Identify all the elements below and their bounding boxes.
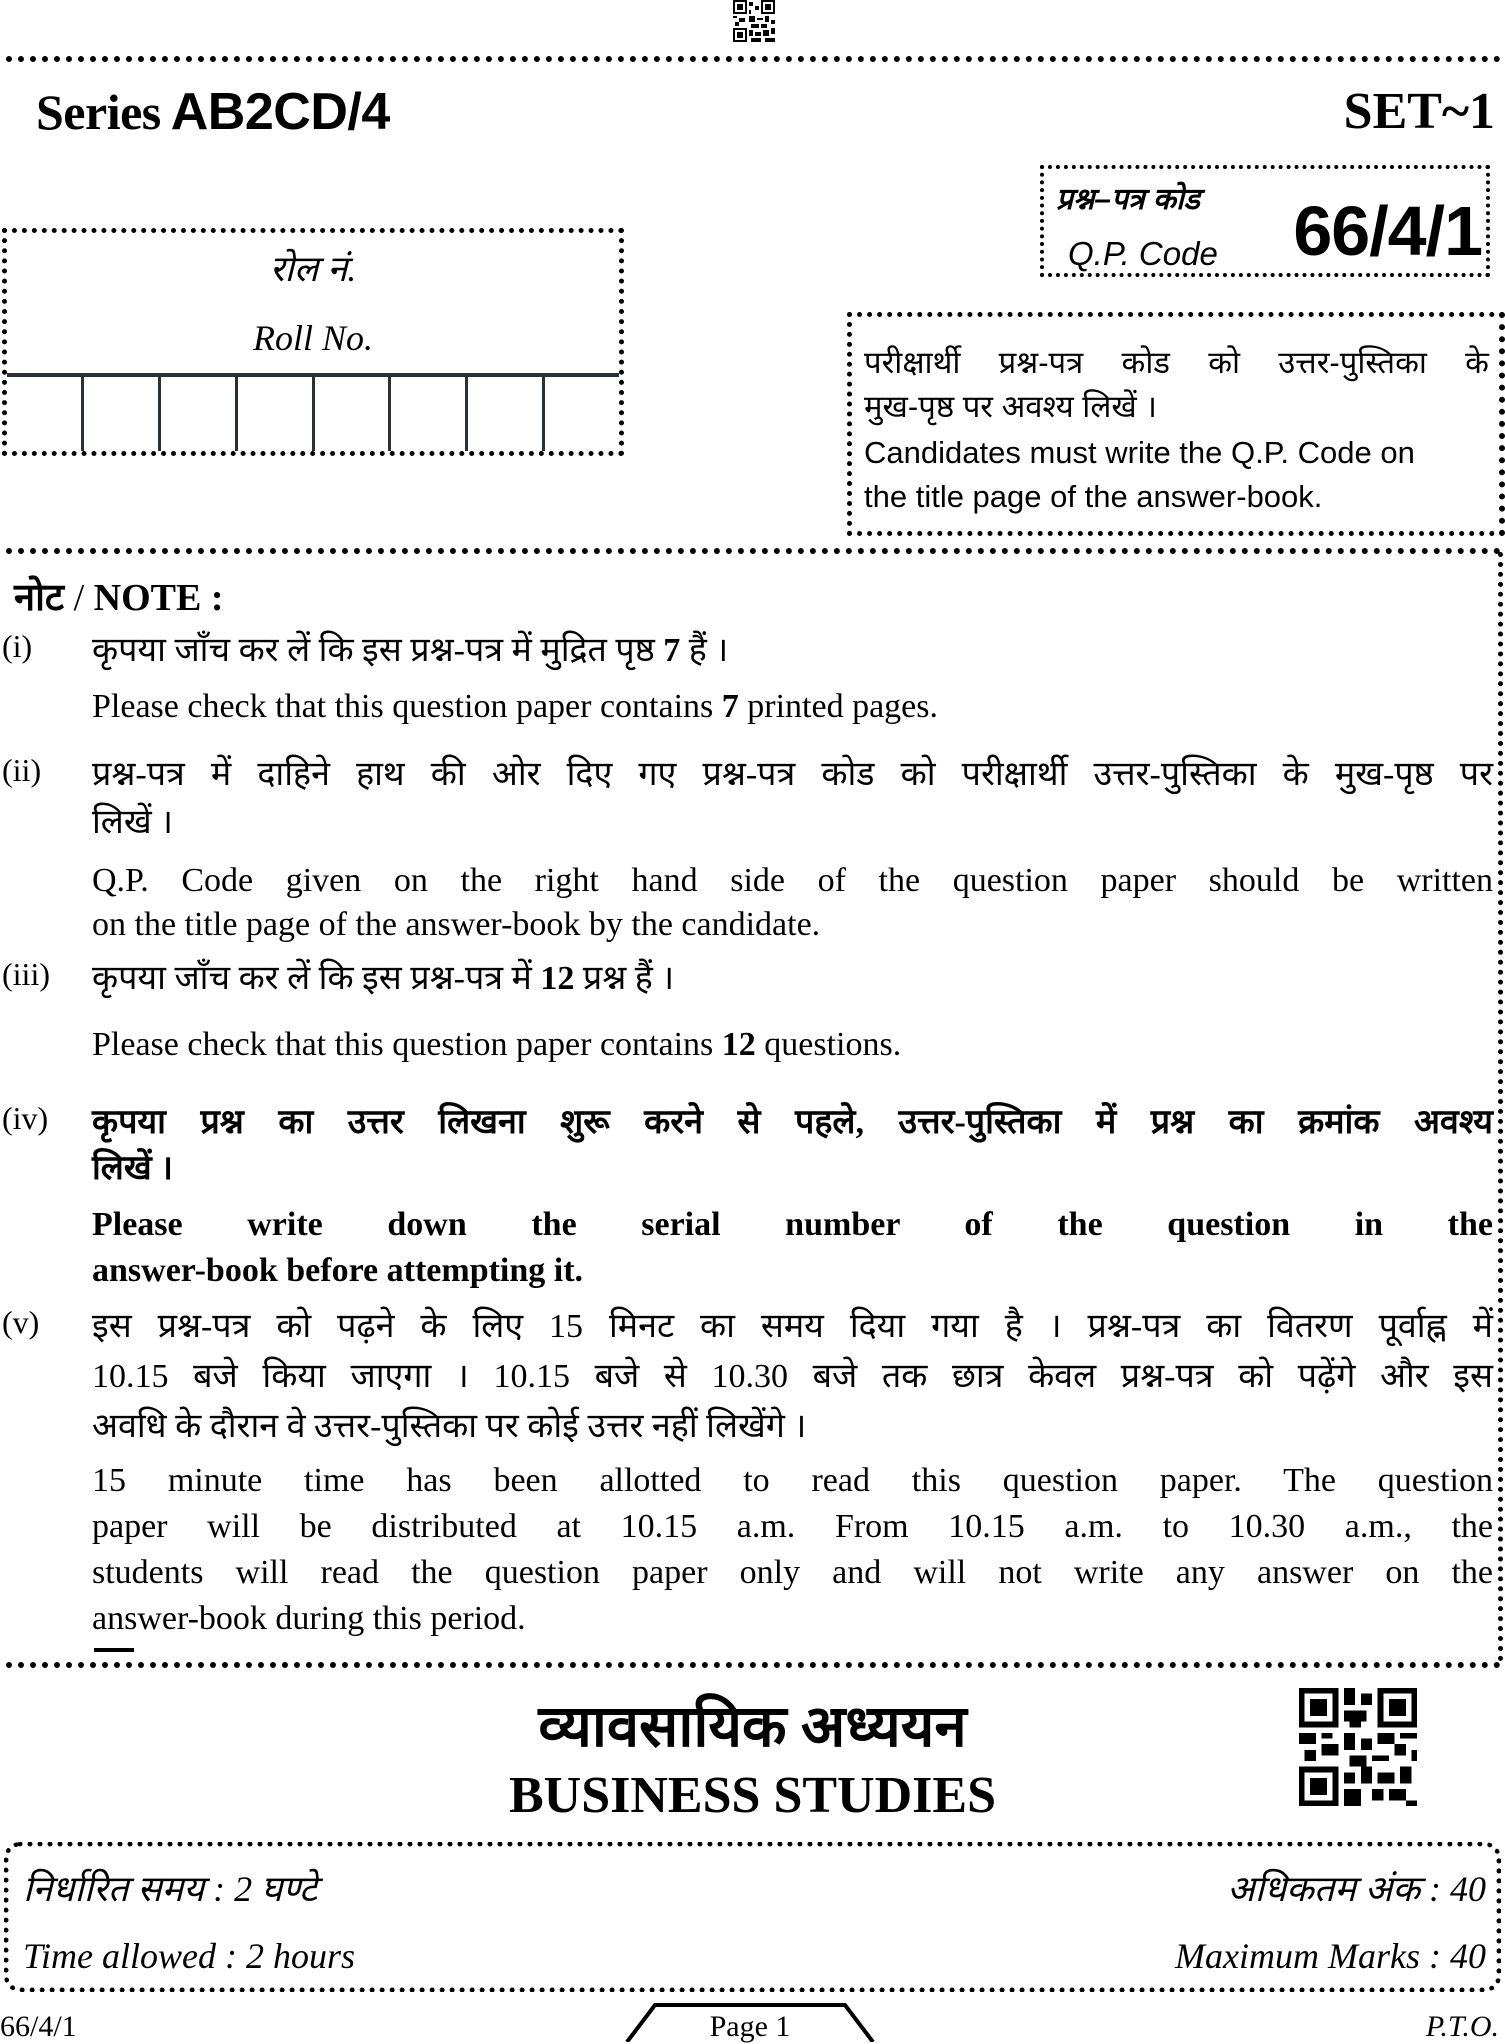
note-1-hindi	[92, 628, 1493, 674]
qp-code-box	[1040, 165, 1490, 277]
roll-digit-cell[interactable]	[84, 377, 161, 451]
text: Please check that this question paper contains	[92, 688, 722, 725]
roll-number-cells	[7, 373, 619, 451]
instruction-line: मुख-पृष्ठ पर अवश्य लिखें ।	[864, 389, 1158, 424]
series-label	[36, 82, 390, 142]
series-text: Series	[36, 84, 161, 140]
text: questions.	[755, 1026, 902, 1063]
note-heading	[14, 570, 224, 622]
roll-label-hindi: रोल नं.	[269, 249, 357, 289]
time-allowed-hindi: निर्धारित समय : 2 घण्टे	[23, 1869, 318, 1909]
note-number: (i)	[2, 628, 33, 664]
footer-qp-code: 66/4/1	[0, 2010, 77, 2043]
note-heading-hindi: नोट	[14, 577, 65, 619]
text: कृपया जाँच कर लें कि इस प्रश्न-पत्र में	[92, 960, 541, 997]
note-4-english-line1: Please write down the serial number of the question in the	[92, 1206, 1493, 1243]
note-heading-english: NOTE :	[93, 577, 224, 619]
roll-digit-cell[interactable]	[7, 377, 84, 451]
page-number: Page 1	[709, 2010, 791, 2043]
note-5-hindi-line2: 10.15 बजे किया जाएगा । 10.15 बजे से 10.30 बजे तक छात्र केवल प्रश्न-पत्र को पढ़ेंगे और इस	[92, 1358, 1493, 1395]
note-5-english-line3: students will read the question paper only and will not write any answer on the	[92, 1554, 1493, 1591]
text: कृपया जाँच कर लें कि इस प्रश्न-पत्र में मुद्रित पृष्ठ	[92, 632, 664, 669]
note-2-hindi-line1: प्रश्न-पत्र में दाहिने हाथ की ओर दिए गए प्रश्न-पत्र कोड को परीक्षार्थी उत्तर-पुस्तिका के मुख-पृष्ठ पर	[92, 756, 1493, 793]
roll-digit-cell[interactable]	[315, 377, 392, 451]
note-number: (iv)	[2, 1100, 49, 1136]
note-3-english	[92, 1022, 1493, 1068]
text: हैं ।	[680, 632, 729, 669]
subject-title-english: BUSINESS STUDIES	[508, 1767, 997, 1824]
roll-digit-cell[interactable]	[468, 377, 545, 451]
note-4-hindi-line2: लिखें ।	[92, 1150, 174, 1187]
roll-label-english: Roll No.	[252, 318, 373, 358]
notes-top-divider	[6, 548, 1501, 554]
note-4-hindi-line1: कृपया प्रश्न का उत्तर लिखना शुरू करने से पहले, उत्तर-पुस्तिका में प्रश्न का क्रमांक अवश्य	[92, 1104, 1493, 1141]
note-2-english-line2: on the title page of the answer-book by the candidate.	[92, 906, 821, 943]
notes-bottom-divider	[6, 1662, 1501, 1668]
top-divider	[6, 56, 1501, 62]
set-label: SET~1	[1343, 83, 1495, 140]
short-rule	[94, 1648, 134, 1652]
exam-info-box	[4, 1842, 1501, 1992]
note-4-english-line2: answer-book before attempting it.	[92, 1252, 584, 1289]
note-5-hindi-line3: अवधि के दौरान वे उत्तर-पुस्तिका पर कोई उत्तर नहीं लिखेंगे ।	[92, 1408, 807, 1445]
qp-code-label-english: Q.P. Code	[1068, 235, 1218, 272]
subject-title-hindi: व्यावसायिक अध्ययन	[538, 1694, 967, 1759]
text: printed pages.	[738, 688, 938, 725]
candidate-instruction-box	[847, 312, 1505, 536]
question-count: 12	[721, 1026, 756, 1063]
time-allowed-english: Time allowed : 2 hours	[23, 1936, 356, 1976]
note-3-hindi	[92, 956, 1493, 1002]
roll-digit-cell[interactable]	[391, 377, 468, 451]
instruction-line: Candidates must write the Q.P. Code on	[864, 435, 1415, 470]
instruction-line: परीक्षार्थी प्रश्न-पत्र कोड को उत्तर-पुस्तिका के	[864, 345, 1489, 380]
page-count: 7	[721, 688, 739, 725]
roll-number-box	[2, 228, 624, 456]
question-count: 12	[540, 960, 575, 997]
note-1-english	[92, 684, 1493, 730]
max-marks-english: Maximum Marks : 40	[1175, 1936, 1486, 1976]
qp-code-value: 66/4/1	[1293, 192, 1482, 270]
note-number: (iii)	[2, 956, 50, 992]
note-2-english-line1: Q.P. Code given on the right hand side of the question paper should be written	[92, 862, 1493, 899]
roll-digit-cell[interactable]	[545, 377, 619, 451]
note-5-hindi-line1: इस प्रश्न-पत्र को पढ़ने के लिए 15 मिनट का समय दिया गया है । प्रश्न-पत्र का वितरण पूर्वाह्न में	[92, 1308, 1493, 1345]
footer-pto: P.T.O.	[1425, 2010, 1499, 2043]
notes-right-border	[1498, 552, 1503, 1662]
page-count: 7	[663, 632, 681, 669]
roll-digit-cell[interactable]	[238, 377, 315, 451]
series-code: AB2CD/4	[170, 83, 390, 141]
text: प्रश्न हैं ।	[574, 960, 675, 997]
qp-code-label-hindi: प्रश्न–पत्र कोड	[1056, 183, 1200, 216]
text: Please check that this question paper contains	[92, 1026, 722, 1063]
instruction-line: the title page of the answer-book.	[864, 479, 1323, 514]
note-5-english-line4: answer-book during this period.	[92, 1600, 526, 1637]
note-heading-separator: /	[73, 577, 85, 619]
roll-digit-cell[interactable]	[161, 377, 238, 451]
qr-code-icon	[1298, 1688, 1418, 1806]
qr-code-icon	[732, 0, 776, 42]
max-marks-hindi: अधिकतम अंक : 40	[1227, 1869, 1486, 1909]
note-number: (ii)	[2, 752, 42, 788]
note-number: (v)	[2, 1304, 40, 1340]
page-number-tab	[625, 2002, 875, 2042]
note-2-hindi-line2: लिखें ।	[92, 804, 174, 841]
note-5-english-line1: 15 minute time has been allotted to read this question paper. The question	[92, 1462, 1493, 1499]
note-5-english-line2: paper will be distributed at 10.15 a.m. From 10.15 a.m. to 10.30 a.m., the	[92, 1508, 1493, 1545]
